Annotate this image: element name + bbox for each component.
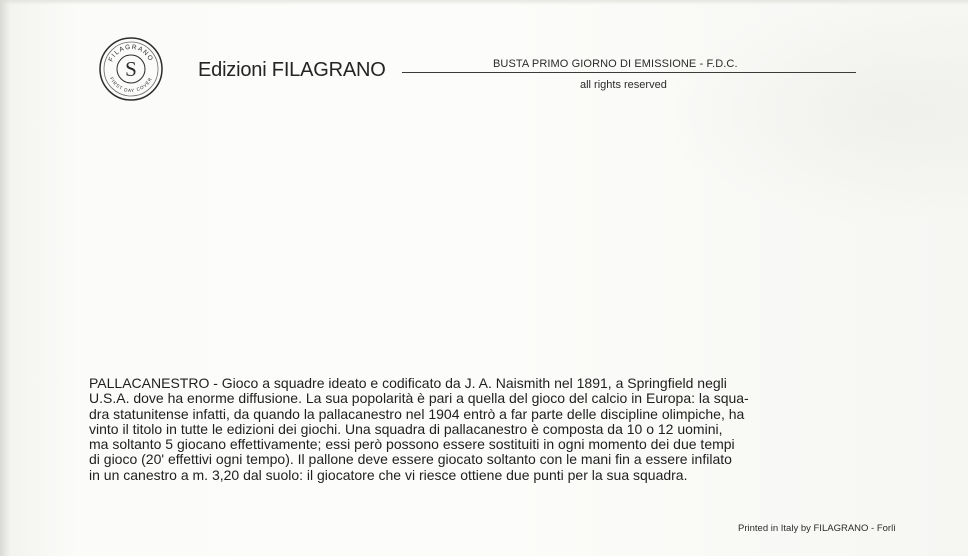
seal-icon xyxy=(96,34,166,104)
paper-edge-shadow-top xyxy=(0,0,968,5)
fdc-title: BUSTA PRIMO GIORNO DI EMISSIONE - F.D.C. xyxy=(493,58,738,70)
filagrano-seal-logo xyxy=(96,34,166,104)
seal-center-letter: S xyxy=(125,57,137,81)
description-line-6: di gioco (20' effettivi ogni tempo). Il pallone deve essere giocato soltanto con le mani fin a essere infilato xyxy=(89,452,732,468)
description-line-2: U.S.A. dove ha enorme diffusione. La sua popolarità è pari a quella del gioco del calcio in Europa: la squa- xyxy=(89,391,749,407)
description-line-5: ma soltanto 5 giocano effettivamente; essi però possono essere sostituiti in ogni momento dei due tempi xyxy=(89,437,735,453)
rights-note: all rights reserved xyxy=(580,79,667,91)
description-line-3: dra statunitense infatti, da quando la pallacanestro nel 1904 entrò a far parte delle discipline olimpiche, ha xyxy=(89,406,745,422)
description-line-7: in un canestro a m. 3,20 dal suolo: il giocatore che vi riesce ottiene due punti per la sua squadra. xyxy=(89,467,688,483)
printer-credit: Printed in Italy by FILAGRANO - Forlì xyxy=(738,523,896,534)
paper-edge-shadow-left xyxy=(0,0,10,556)
description-line-1: PALLACANESTRO - Gioco a squadre ideato e codificato da J. A. Naismith nel 1891, a Springfield negli xyxy=(89,376,727,391)
header-rule xyxy=(402,72,856,73)
basketball-description xyxy=(89,376,869,483)
seal-bottom-text: FIRST DAY COVER xyxy=(108,76,154,94)
brand-title: Edizioni FILAGRANO xyxy=(198,59,386,81)
seal-top-text: FILAGRANO xyxy=(107,43,155,63)
description-line-4: vinto il titolo in tutte le edizioni dei giochi. Una squadra di pallacanestro è composta da 10 o 12 uomini, xyxy=(89,421,723,437)
